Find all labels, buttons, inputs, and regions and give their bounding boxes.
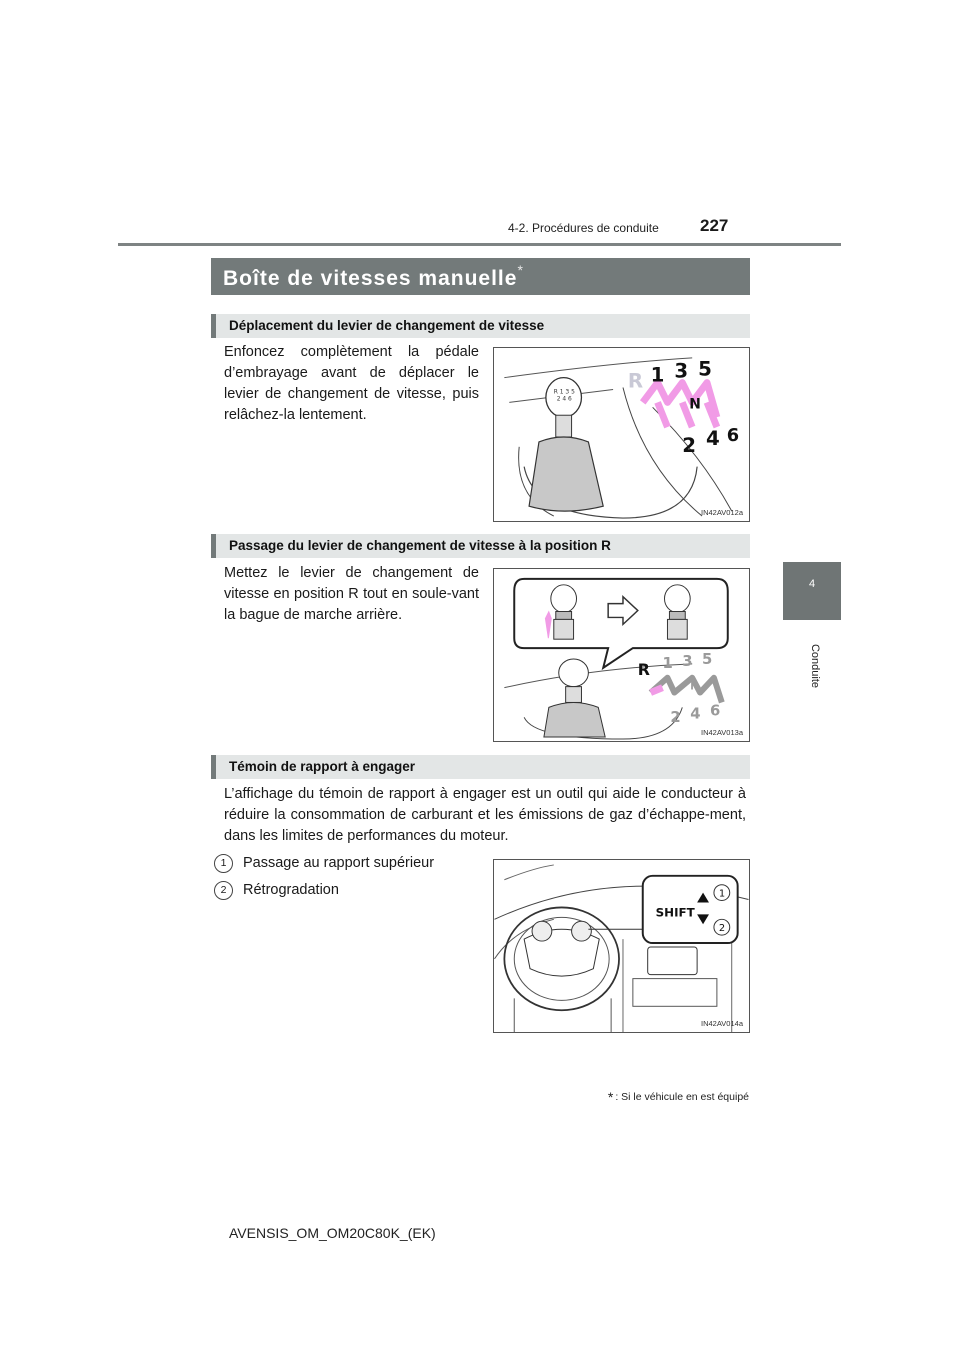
gate-label-1-2: 1 [662,654,673,672]
chapter-tab[interactable]: 4 [783,562,841,620]
svg-text:2 4 6: 2 4 6 [556,395,572,403]
section-text-reverse: Mettez le levier de changement de vitesse en position R tout en soule-vant la bague de marche arrière. [224,565,479,623]
figure-gear-lever [493,347,750,522]
gate-label-5: 5 [698,357,712,381]
page-title [211,258,750,295]
section-text-shift-indicator: L’affichage du témoin de rapport à engager est un outil qui aide le conducteur à réduire la consommation de carburant et les émissions de gaz d’échappe-ment, dans les limites de performances du moteur. [224,786,746,844]
callout-1: 1 [718,888,726,900]
gate-label-5-2: 5 [702,650,713,668]
gate-label-2-2: 2 [670,709,681,727]
section-text-gear-shift: Enfoncez complètement la pédale d’embrayage avant de déplacer le levier de changement de vitesse, puis relâchez-la lentement. [224,344,479,423]
figure-shift-indicator [493,859,750,1033]
gear-lever-illustration [494,348,749,521]
section-heading-gear-shift: Déplacement du levier de changement de vitesse [211,314,750,338]
header-rule [118,243,841,246]
figure-reverse-ring [493,568,750,742]
gate-label-n: N [689,396,701,413]
chapter-path: 4-2. Procédures de conduite [508,221,659,235]
footnote [608,1089,749,1105]
legend-item-upshift [214,854,434,873]
section-heading-shift-indicator: Témoin de rapport à engager [211,755,750,779]
title-star: * [517,262,524,278]
gate-label-3-2: 3 [682,652,693,670]
chapter-tab-label: Conduite [809,643,821,689]
figure-code: IN42AV012a [701,508,743,517]
gate-label-r: R [627,369,644,393]
figure-code: IN42AV013a [701,728,743,737]
gate-label-1: 1 [650,363,665,387]
legend-label: Rétrogradation [243,882,339,898]
gear-gate-diagram [643,383,717,427]
reverse-ring-illustration [494,569,749,741]
gate-label-r-2: R [637,659,650,679]
legend-label: Passage au rapport supérieur [243,855,435,871]
footnote-text: : Si le véhicule en est équipé [615,1091,749,1103]
gate-label-2: 2 [682,433,697,457]
gate-label-6-2: 6 [709,702,721,720]
figure-code: IN42AV014a [701,1019,743,1028]
dashboard-illustration [494,860,749,1032]
gate-label-3: 3 [674,359,689,383]
footnote-star: * [607,1089,614,1105]
section-heading-reverse: Passage du levier de changement de vitesse à la position R [211,534,750,558]
gate-label-4: 4 [706,426,720,450]
gate-label-n-2: N [690,681,699,693]
legend-num: 2 [214,881,233,900]
gate-label-6: 6 [726,424,740,446]
page-title-text: Boîte de vitesses manuelle [223,267,518,290]
svg-text:R 1 3 5: R 1 3 5 [553,388,575,396]
document-code: AVENSIS_OM_OM20C80K_(EK) [229,1225,436,1241]
legend-num: 1 [214,854,233,873]
shift-label: SHIFT [655,905,695,920]
page-number: 227 [700,216,729,235]
legend-item-downshift [214,881,339,900]
callout-2: 2 [718,923,726,935]
gate-label-4-2: 4 [690,705,701,723]
